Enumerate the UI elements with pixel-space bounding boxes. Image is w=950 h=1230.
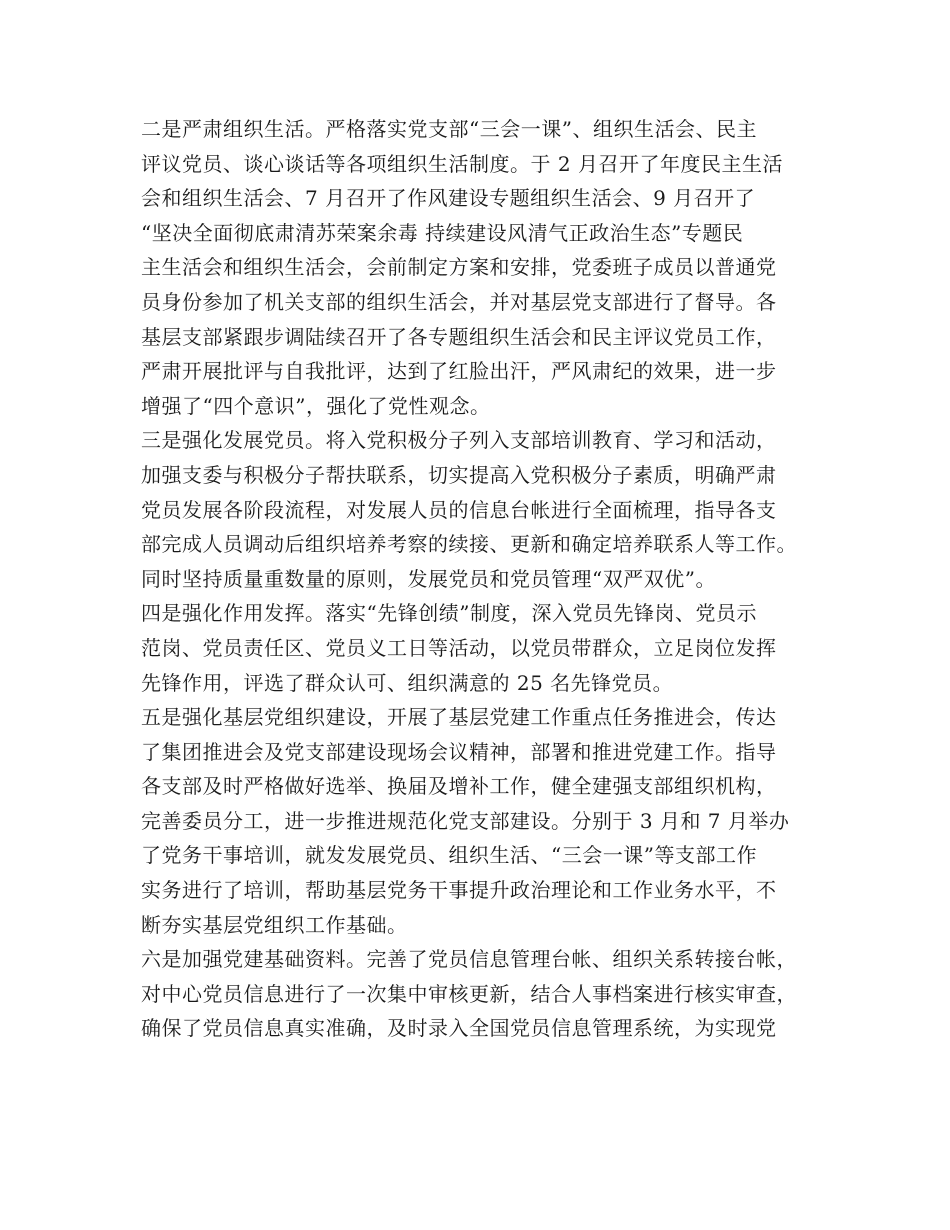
paragraph-member-development: [141, 423, 811, 596]
text-line: 主生活会和组织生活会，会前制定方案和安排，党委班子成员以普通党: [141, 255, 777, 280]
text-line: 六是加强党建基础资料。完善了党员信息管理台帐、组织关系转接台帐，: [141, 947, 797, 972]
paragraph-role-play: [141, 596, 811, 700]
paragraph-organization-life: [141, 112, 811, 423]
text-line: 实务进行了培训，帮助基层党务干事提升政治理论和工作业务水平，不: [141, 878, 777, 903]
text-line: 五是强化基层党组织建设，开展了基层党建工作重点任务推进会，传达: [141, 705, 777, 730]
text-line: 了党务干事培训，就发发展党员、组织生活、“三会一课”等支部工作: [141, 843, 757, 868]
text-line: 会和组织生活会、7 月召开了作风建设专题组织生活会、9 月召开了: [141, 186, 756, 211]
text-line: 加强支委与积极分子帮扶联系，切实提高入党积极分子素质，明确严肃: [141, 462, 777, 487]
text-line: 严肃开展批评与自我批评，达到了红脸出汗，严风肃纪的效果，进一步: [141, 359, 777, 384]
text-line: 二是严肃组织生活。严格落实党支部“三会一课”、组织生活会、民主: [141, 117, 757, 141]
paragraph-grassroots-building: [141, 700, 811, 942]
text-line: 断夯实基层党组织工作基础。: [141, 912, 408, 937]
paragraph-basic-records: [141, 942, 811, 1046]
text-line: 评议党员、谈心谈话等各项组织生活制度。于 2 月召开了年度民主生活: [141, 151, 783, 176]
text-line: 增强了“四个意识”，强化了党性观念。: [141, 393, 491, 418]
text-line: 了集团推进会及党支部建设现场会议精神，部署和推进党建工作。指导: [141, 739, 777, 764]
text-line: 确保了党员信息真实准确，及时录入全国党员信息管理系统，为实现党: [141, 1016, 777, 1041]
text-line: 员身份参加了机关支部的组织生活会，并对基层党支部进行了督导。各: [141, 289, 777, 314]
text-line: 先锋作用，评选了群众认可、组织满意的 25 名先锋党员。: [141, 670, 674, 695]
text-line: 同时坚持质量重数量的原则，发展党员和党员管理“双严双优”。: [141, 566, 716, 591]
text-line: 三是强化发展党员。将入党积极分子列入支部培训教育、学习和活动，: [141, 428, 777, 453]
text-line: 基层支部紧跟步调陆续召开了各专题组织生活会和民主评议党员工作，: [141, 324, 777, 349]
document-body: [141, 112, 811, 1046]
text-line: 党员发展各阶段流程，对发展人员的信息台帐进行全面梳理，指导各支: [141, 497, 777, 522]
text-line: 对中心党员信息进行了一次集中审核更新，结合人事档案进行核实审查，: [141, 981, 797, 1006]
text-line: 部完成人员调动后组织培养考察的续接、更新和确定培养联系人等工作。: [141, 532, 797, 557]
text-line: 四是强化作用发挥。落实“先锋创绩”制度，深入党员先锋岗、党员示: [141, 601, 757, 626]
text-line: “坚决全面彻底肃清苏荣案余毒 持续建设风清气正政治生态”专题民: [141, 220, 744, 245]
text-line: 完善委员分工，进一步推进规范化党支部建设。分别于 3 月和 7 月举办: [141, 808, 790, 833]
text-line: 范岗、党员责任区、党员义工日等活动，以党员带群众，立足岗位发挥: [141, 635, 777, 660]
text-line: 各支部及时严格做好选举、换届及增补工作，健全建强支部组织机构，: [141, 774, 777, 799]
